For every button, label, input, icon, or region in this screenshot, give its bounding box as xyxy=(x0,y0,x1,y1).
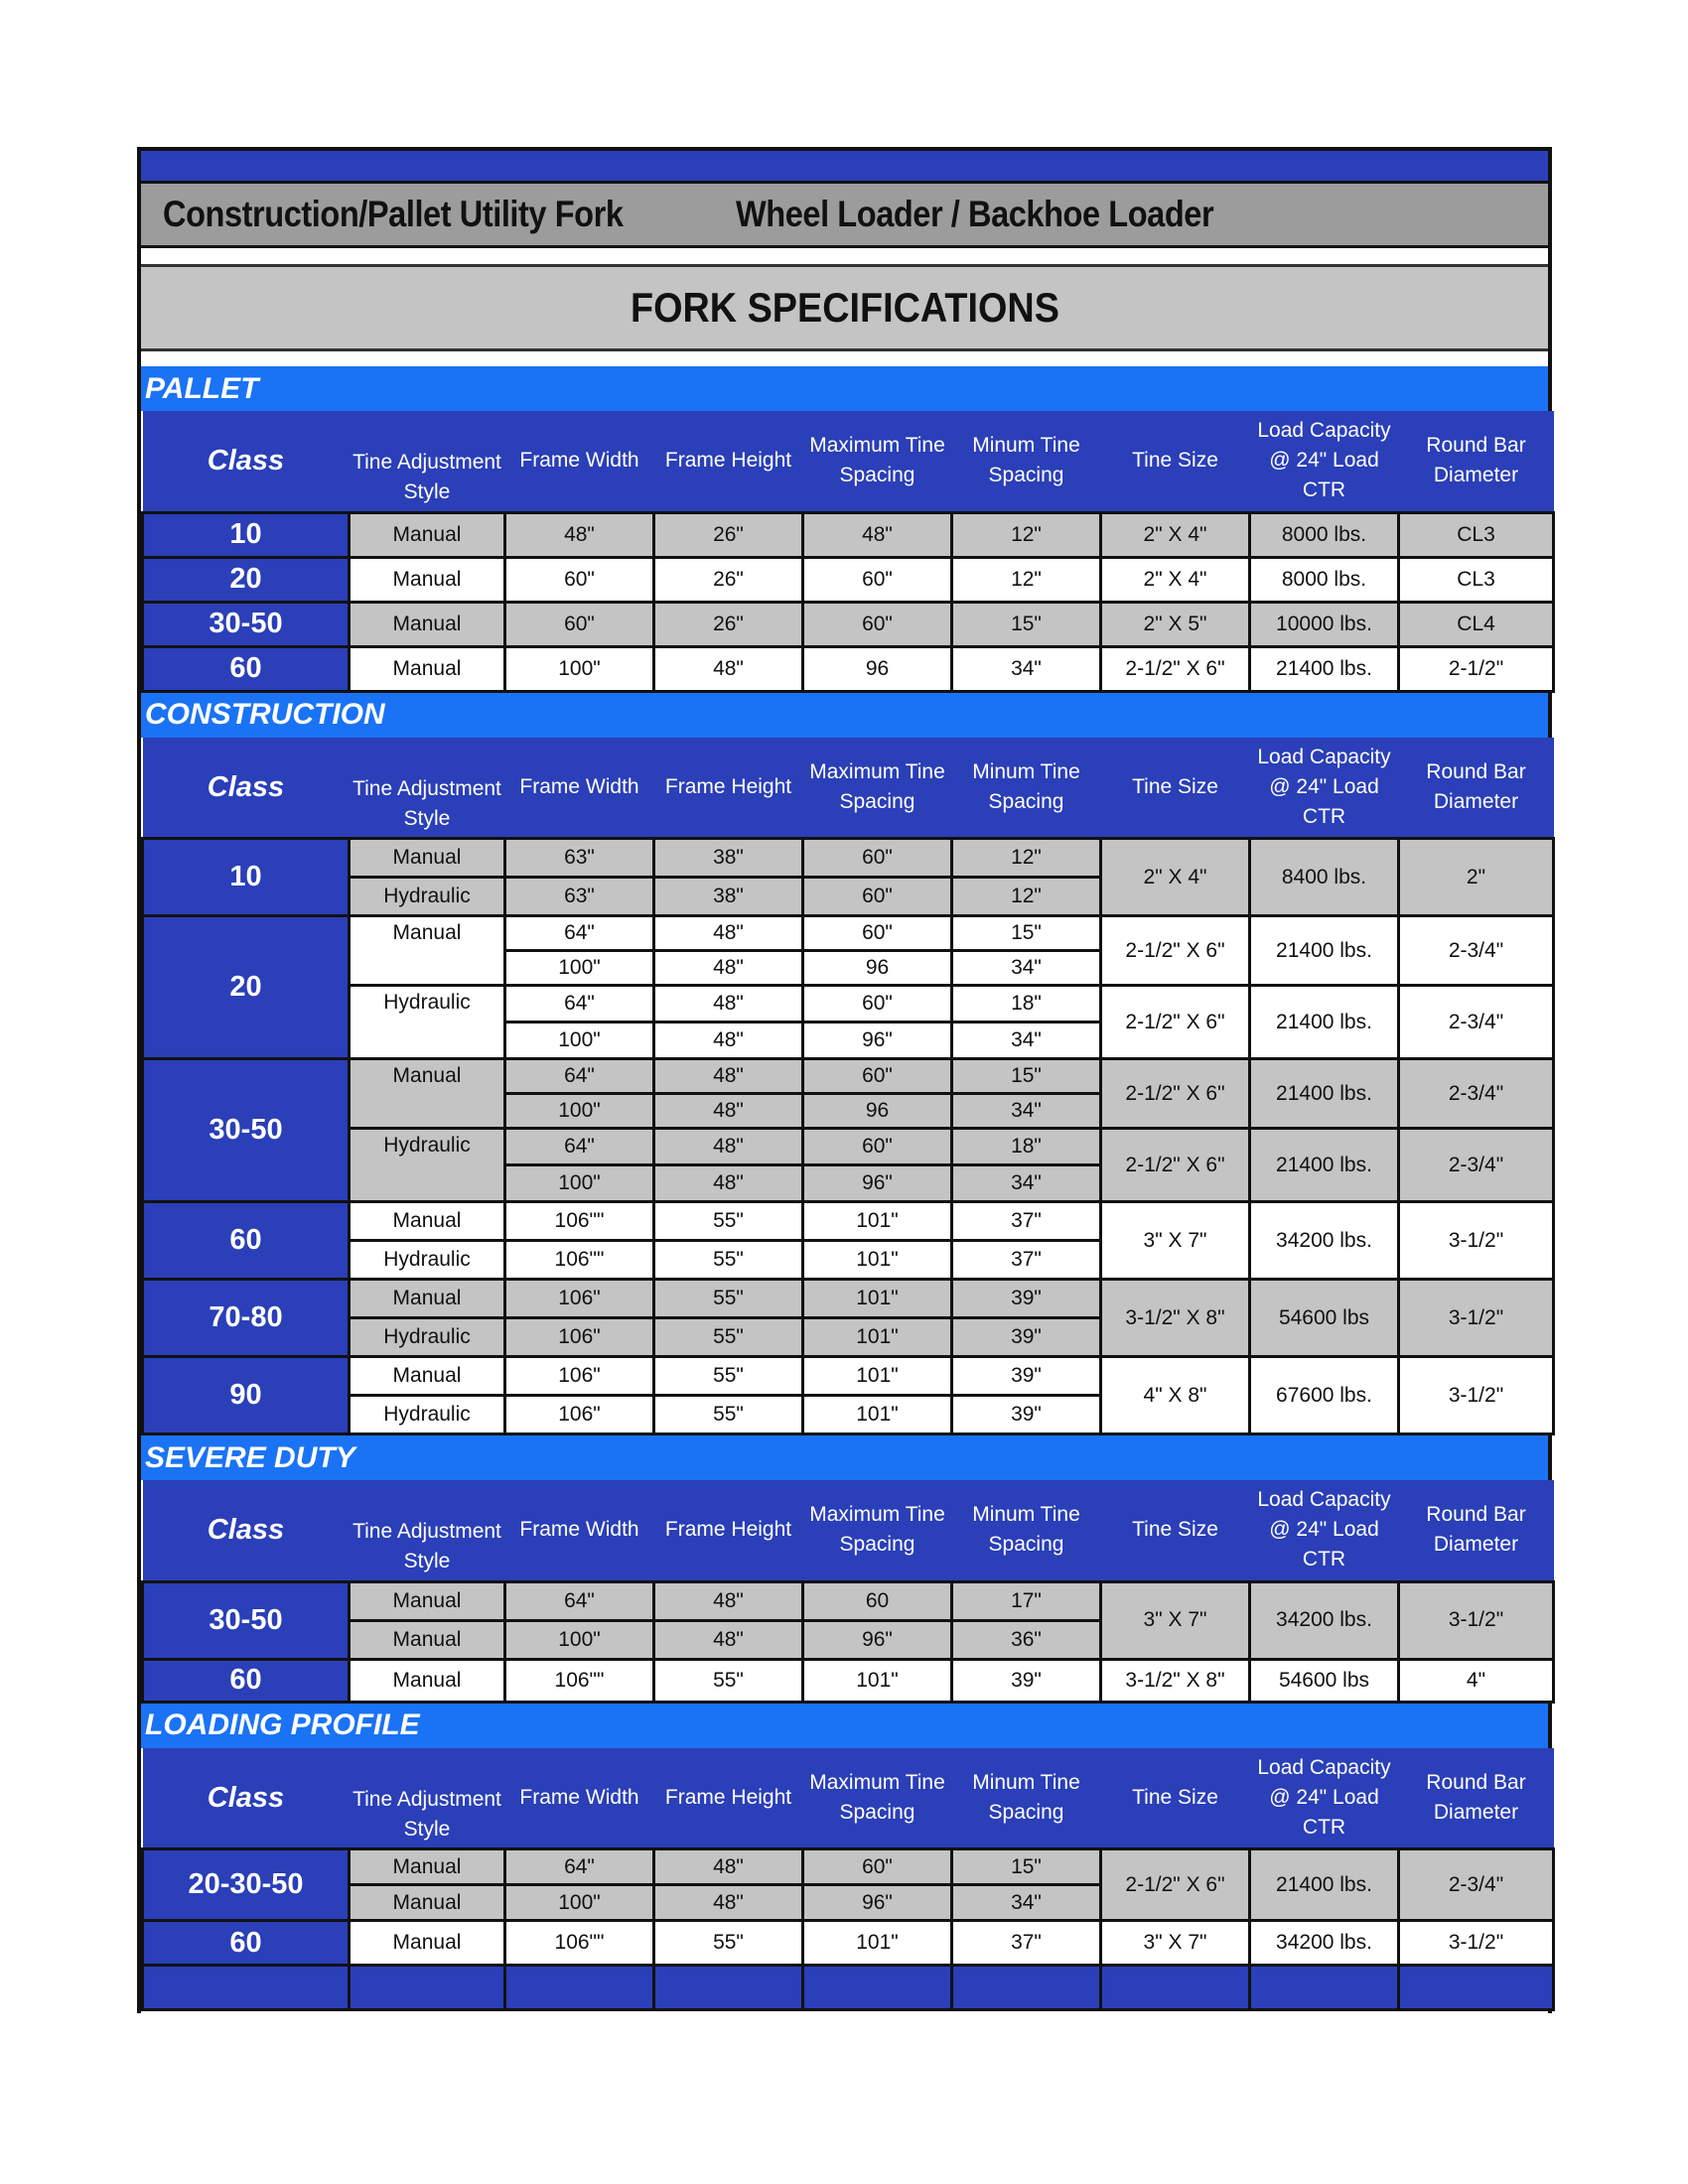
col-header-load-capacity: Load Capacity @ 24" Load CTR xyxy=(1250,411,1399,512)
min-spacing-cell: 12" xyxy=(952,878,1101,916)
frame-height-cell: 48" xyxy=(654,1023,803,1059)
min-spacing-cell: 17" xyxy=(952,1581,1101,1620)
frame-height-cell: 55" xyxy=(654,1280,803,1318)
frame-width-cell: 60" xyxy=(505,602,654,646)
min-spacing-cell: 36" xyxy=(952,1620,1101,1659)
col-header-round-bar: Round Bar Diameter xyxy=(1399,1480,1554,1581)
table-row xyxy=(143,512,1554,557)
frame-height-cell: 55" xyxy=(654,1241,803,1280)
max-spacing-cell: 96 xyxy=(803,1094,952,1129)
max-spacing-cell: 60" xyxy=(803,1849,952,1885)
min-spacing-cell: 34" xyxy=(952,1165,1101,1202)
col-header-frame-width: Frame Width xyxy=(505,1748,654,1849)
style-cell: Manual xyxy=(350,557,505,602)
tine-size-cell: 2-1/2" X 6" xyxy=(1101,1849,1250,1921)
col-header-min-spacing: Minum Tine Spacing xyxy=(952,1748,1101,1849)
frame-height-cell: 48" xyxy=(654,1849,803,1885)
max-spacing-cell: 60" xyxy=(803,878,952,916)
section-title-pallet: PALLET xyxy=(141,366,1548,411)
tine-size-cell: 2-1/2" X 6" xyxy=(1101,986,1250,1059)
footer-cell xyxy=(1250,1966,1399,2010)
frame-width-cell: 64" xyxy=(505,1059,654,1094)
tine-size-cell: 3" X 7" xyxy=(1101,1202,1250,1280)
style-cell: Manual xyxy=(350,512,505,557)
class-cell: 70-80 xyxy=(143,1280,350,1357)
min-spacing-cell: 39" xyxy=(952,1318,1101,1357)
col-header-style: Tine Adjustment Style xyxy=(350,1748,505,1849)
min-spacing-cell: 34" xyxy=(952,951,1101,986)
round-bar-cell: CL4 xyxy=(1399,602,1554,646)
table-row xyxy=(143,1280,1554,1318)
construction-table xyxy=(141,738,1555,1436)
load-capacity-cell: 8000 lbs. xyxy=(1250,512,1399,557)
frame-height-cell: 26" xyxy=(654,512,803,557)
footer-bar-row xyxy=(143,1966,1554,2010)
round-bar-cell: 3-1/2" xyxy=(1399,1921,1554,1966)
frame-height-cell: 55" xyxy=(654,1921,803,1966)
min-spacing-cell: 34" xyxy=(952,1885,1101,1921)
col-header-class: Class xyxy=(143,1480,350,1581)
min-spacing-cell: 15" xyxy=(952,602,1101,646)
col-header-class: Class xyxy=(143,411,350,512)
style-cell: Manual xyxy=(350,602,505,646)
col-header-tine-size: Tine Size xyxy=(1101,738,1250,839)
min-spacing-cell: 34" xyxy=(952,646,1101,691)
table-row xyxy=(143,839,1554,878)
col-header-max-spacing: Maximum Tine Spacing xyxy=(803,738,952,839)
max-spacing-cell: 101" xyxy=(803,1202,952,1241)
table-row xyxy=(143,916,1554,951)
frame-width-cell: 100" xyxy=(505,1094,654,1129)
table-row xyxy=(143,602,1554,646)
round-bar-cell: CL3 xyxy=(1399,557,1554,602)
load-capacity-cell: 21400 lbs. xyxy=(1250,986,1399,1059)
round-bar-cell: 2-3/4" xyxy=(1399,916,1554,986)
load-capacity-cell: 34200 lbs. xyxy=(1250,1921,1399,1966)
col-header-tine-size: Tine Size xyxy=(1101,1480,1250,1581)
col-header-frame-width: Frame Width xyxy=(505,411,654,512)
col-header-load-capacity: Load Capacity @ 24" Load CTR xyxy=(1250,738,1399,839)
load-capacity-cell: 67600 lbs. xyxy=(1250,1357,1399,1434)
col-header-tine-size: Tine Size xyxy=(1101,1748,1250,1849)
table-row xyxy=(143,1059,1554,1094)
class-cell: 20 xyxy=(143,557,350,602)
footer-cell xyxy=(952,1966,1101,2010)
tine-size-cell: 2-1/2" X 6" xyxy=(1101,916,1250,986)
class-cell: 20 xyxy=(143,916,350,1059)
frame-width-cell: 48" xyxy=(505,512,654,557)
frame-width-cell: 100" xyxy=(505,1023,654,1059)
max-spacing-cell: 60" xyxy=(803,986,952,1023)
round-bar-cell: 3-1/2" xyxy=(1399,1280,1554,1357)
round-bar-cell: 2-3/4" xyxy=(1399,1849,1554,1921)
max-spacing-cell: 60" xyxy=(803,839,952,878)
style-cell: Manual xyxy=(350,1659,505,1702)
col-header-round-bar: Round Bar Diameter xyxy=(1399,1748,1554,1849)
round-bar-cell: 4" xyxy=(1399,1659,1554,1702)
frame-width-cell: 64" xyxy=(505,1129,654,1165)
table-row xyxy=(143,646,1554,691)
load-capacity-cell: 54600 lbs xyxy=(1250,1659,1399,1702)
tine-size-cell: 2-1/2" X 6" xyxy=(1101,646,1250,691)
tine-size-cell: 2-1/2" X 6" xyxy=(1101,1129,1250,1202)
load-capacity-cell: 10000 lbs. xyxy=(1250,602,1399,646)
max-spacing-cell: 60" xyxy=(803,1059,952,1094)
tine-size-cell: 2-1/2" X 6" xyxy=(1101,1059,1250,1129)
col-header-min-spacing: Minum Tine Spacing xyxy=(952,1480,1101,1581)
min-spacing-cell: 12" xyxy=(952,557,1101,602)
col-header-frame-height: Frame Height xyxy=(654,1480,803,1581)
frame-width-cell: 100" xyxy=(505,1885,654,1921)
page-title: FORK SPECIFICATIONS xyxy=(630,284,1059,331)
min-spacing-cell: 12" xyxy=(952,512,1101,557)
style-cell: Hydraulic xyxy=(350,986,505,1059)
col-header-style: Tine Adjustment Style xyxy=(350,1480,505,1581)
style-cell: Manual xyxy=(350,1059,505,1129)
frame-height-cell: 48" xyxy=(654,986,803,1023)
style-cell: Manual xyxy=(350,839,505,878)
min-spacing-cell: 39" xyxy=(952,1357,1101,1396)
frame-height-cell: 55" xyxy=(654,1659,803,1702)
frame-width-cell: 64" xyxy=(505,916,654,951)
frame-height-cell: 55" xyxy=(654,1357,803,1396)
min-spacing-cell: 37" xyxy=(952,1241,1101,1280)
col-header-load-capacity: Load Capacity @ 24" Load CTR xyxy=(1250,1748,1399,1849)
tine-size-cell: 2" X 4" xyxy=(1101,512,1250,557)
load-capacity-cell: 54600 lbs xyxy=(1250,1280,1399,1357)
style-cell: Hydraulic xyxy=(350,1318,505,1357)
style-cell: Manual xyxy=(350,1849,505,1885)
min-spacing-cell: 37" xyxy=(952,1921,1101,1966)
max-spacing-cell: 101" xyxy=(803,1241,952,1280)
style-cell: Manual xyxy=(350,1921,505,1966)
class-cell: 60 xyxy=(143,646,350,691)
table-row xyxy=(143,1202,1554,1241)
main-title-bar xyxy=(141,264,1548,351)
table-row xyxy=(143,986,1554,1023)
round-bar-cell: 3-1/2" xyxy=(1399,1357,1554,1434)
load-capacity-cell: 34200 lbs. xyxy=(1250,1581,1399,1659)
max-spacing-cell: 96 xyxy=(803,646,952,691)
frame-width-cell: 100" xyxy=(505,951,654,986)
frame-width-cell: 100" xyxy=(505,646,654,691)
col-header-frame-width: Frame Width xyxy=(505,738,654,839)
column-header-row xyxy=(143,738,1554,839)
footer-cell xyxy=(1101,1966,1250,2010)
min-spacing-cell: 12" xyxy=(952,839,1101,878)
load-capacity-cell: 21400 lbs. xyxy=(1250,1059,1399,1129)
frame-width-cell: 106" xyxy=(505,1318,654,1357)
table-row xyxy=(143,1921,1554,1966)
style-cell: Hydraulic xyxy=(350,1129,505,1202)
frame-height-cell: 48" xyxy=(654,1885,803,1921)
tine-size-cell: 3" X 7" xyxy=(1101,1921,1250,1966)
min-spacing-cell: 37" xyxy=(952,1202,1101,1241)
tine-size-cell: 3-1/2" X 8" xyxy=(1101,1659,1250,1702)
max-spacing-cell: 60" xyxy=(803,1129,952,1165)
col-header-frame-height: Frame Height xyxy=(654,738,803,839)
style-cell: Hydraulic xyxy=(350,1396,505,1434)
frame-width-cell: 63" xyxy=(505,839,654,878)
header-bar xyxy=(141,184,1548,248)
max-spacing-cell: 96" xyxy=(803,1023,952,1059)
load-capacity-cell: 21400 lbs. xyxy=(1250,646,1399,691)
col-header-max-spacing: Maximum Tine Spacing xyxy=(803,1480,952,1581)
footer-cell xyxy=(803,1966,952,2010)
max-spacing-cell: 101" xyxy=(803,1396,952,1434)
col-header-round-bar: Round Bar Diameter xyxy=(1399,411,1554,512)
tine-size-cell: 2" X 4" xyxy=(1101,839,1250,916)
severe-duty-table xyxy=(141,1480,1555,1704)
column-header-row xyxy=(143,1480,1554,1581)
col-header-frame-height: Frame Height xyxy=(654,1748,803,1849)
min-spacing-cell: 15" xyxy=(952,1059,1101,1094)
section-title-loading-profile: LOADING PROFILE xyxy=(141,1704,1548,1748)
col-header-min-spacing: Minum Tine Spacing xyxy=(952,411,1101,512)
round-bar-cell: 2-1/2" xyxy=(1399,646,1554,691)
table-row xyxy=(143,1659,1554,1702)
frame-height-cell: 48" xyxy=(654,646,803,691)
product-title: Construction/Pallet Utility Fork xyxy=(163,194,624,234)
load-capacity-cell: 21400 lbs. xyxy=(1250,1849,1399,1921)
max-spacing-cell: 96" xyxy=(803,1885,952,1921)
min-spacing-cell: 15" xyxy=(952,916,1101,951)
min-spacing-cell: 34" xyxy=(952,1023,1101,1059)
style-cell: Hydraulic xyxy=(350,878,505,916)
load-capacity-cell: 8400 lbs. xyxy=(1250,839,1399,916)
col-header-style: Tine Adjustment Style xyxy=(350,411,505,512)
col-header-frame-height: Frame Height xyxy=(654,411,803,512)
max-spacing-cell: 60" xyxy=(803,557,952,602)
tine-size-cell: 4" X 8" xyxy=(1101,1357,1250,1434)
style-cell: Manual xyxy=(350,1885,505,1921)
class-cell: 20-30-50 xyxy=(143,1849,350,1921)
class-cell: 60 xyxy=(143,1202,350,1280)
tine-size-cell: 3-1/2" X 8" xyxy=(1101,1280,1250,1357)
class-cell: 60 xyxy=(143,1921,350,1966)
min-spacing-cell: 15" xyxy=(952,1849,1101,1885)
style-cell: Manual xyxy=(350,1357,505,1396)
frame-height-cell: 48" xyxy=(654,1059,803,1094)
loading-profile-table xyxy=(141,1748,1555,2012)
frame-height-cell: 26" xyxy=(654,557,803,602)
col-header-max-spacing: Maximum Tine Spacing xyxy=(803,411,952,512)
style-cell: Manual xyxy=(350,1620,505,1659)
style-cell: Manual xyxy=(350,646,505,691)
frame-height-cell: 48" xyxy=(654,951,803,986)
frame-width-cell: 106"" xyxy=(505,1241,654,1280)
load-capacity-cell: 21400 lbs. xyxy=(1250,1129,1399,1202)
min-spacing-cell: 39" xyxy=(952,1280,1101,1318)
pallet-table xyxy=(141,411,1555,693)
max-spacing-cell: 60 xyxy=(803,1581,952,1620)
frame-height-cell: 48" xyxy=(654,1620,803,1659)
footer-cell xyxy=(505,1966,654,2010)
section-title-construction: CONSTRUCTION xyxy=(141,693,1548,738)
class-cell: 30-50 xyxy=(143,1059,350,1202)
spec-sheet xyxy=(137,147,1552,2013)
load-capacity-cell: 21400 lbs. xyxy=(1250,916,1399,986)
table-row xyxy=(143,557,1554,602)
round-bar-cell: 2-3/4" xyxy=(1399,1129,1554,1202)
max-spacing-cell: 96" xyxy=(803,1165,952,1202)
class-cell: 10 xyxy=(143,512,350,557)
round-bar-cell: 3-1/2" xyxy=(1399,1202,1554,1280)
frame-width-cell: 106" xyxy=(505,1280,654,1318)
col-header-frame-width: Frame Width xyxy=(505,1480,654,1581)
style-cell: Manual xyxy=(350,1280,505,1318)
frame-height-cell: 55" xyxy=(654,1318,803,1357)
col-header-round-bar: Round Bar Diameter xyxy=(1399,738,1554,839)
round-bar-cell: 2" xyxy=(1399,839,1554,916)
frame-width-cell: 64" xyxy=(505,1849,654,1885)
max-spacing-cell: 101" xyxy=(803,1357,952,1396)
frame-height-cell: 55" xyxy=(654,1202,803,1241)
frame-width-cell: 100" xyxy=(505,1620,654,1659)
frame-width-cell: 63" xyxy=(505,878,654,916)
class-cell: 30-50 xyxy=(143,1581,350,1659)
frame-width-cell: 106"" xyxy=(505,1202,654,1241)
col-header-max-spacing: Maximum Tine Spacing xyxy=(803,1748,952,1849)
frame-height-cell: 48" xyxy=(654,1165,803,1202)
frame-height-cell: 38" xyxy=(654,878,803,916)
style-cell: Manual xyxy=(350,1202,505,1241)
frame-height-cell: 48" xyxy=(654,1581,803,1620)
frame-height-cell: 38" xyxy=(654,839,803,878)
section-title-severe-duty: SEVERE DUTY xyxy=(141,1435,1548,1480)
max-spacing-cell: 101" xyxy=(803,1280,952,1318)
round-bar-cell: 2-3/4" xyxy=(1399,986,1554,1059)
max-spacing-cell: 60" xyxy=(803,916,952,951)
col-header-tine-size: Tine Size xyxy=(1101,411,1250,512)
frame-width-cell: 106" xyxy=(505,1357,654,1396)
frame-width-cell: 64" xyxy=(505,1581,654,1620)
frame-height-cell: 26" xyxy=(654,602,803,646)
frame-height-cell: 48" xyxy=(654,1129,803,1165)
col-header-style: Tine Adjustment Style xyxy=(350,738,505,839)
load-capacity-cell: 8000 lbs. xyxy=(1250,557,1399,602)
class-cell: 60 xyxy=(143,1659,350,1702)
frame-width-cell: 106" xyxy=(505,1396,654,1434)
class-cell: 30-50 xyxy=(143,602,350,646)
max-spacing-cell: 101" xyxy=(803,1318,952,1357)
round-bar-cell: CL3 xyxy=(1399,512,1554,557)
table-row xyxy=(143,1581,1554,1620)
table-row xyxy=(143,1129,1554,1165)
footer-cell xyxy=(1399,1966,1554,2010)
tine-size-cell: 2" X 4" xyxy=(1101,557,1250,602)
frame-height-cell: 48" xyxy=(654,1094,803,1129)
frame-width-cell: 100" xyxy=(505,1165,654,1202)
footer-cell xyxy=(350,1966,505,2010)
class-cell: 90 xyxy=(143,1357,350,1434)
max-spacing-cell: 60" xyxy=(803,602,952,646)
frame-height-cell: 48" xyxy=(654,916,803,951)
min-spacing-cell: 39" xyxy=(952,1396,1101,1434)
table-row xyxy=(143,1357,1554,1396)
round-bar-cell: 3-1/2" xyxy=(1399,1581,1554,1659)
col-header-min-spacing: Minum Tine Spacing xyxy=(952,738,1101,839)
style-cell: Manual xyxy=(350,1581,505,1620)
load-capacity-cell: 34200 lbs. xyxy=(1250,1202,1399,1280)
style-cell: Hydraulic xyxy=(350,1241,505,1280)
min-spacing-cell: 18" xyxy=(952,1129,1101,1165)
col-header-class: Class xyxy=(143,738,350,839)
column-header-row xyxy=(143,411,1554,512)
max-spacing-cell: 101" xyxy=(803,1921,952,1966)
equipment-title: Wheel Loader / Backhoe Loader xyxy=(735,194,1213,234)
max-spacing-cell: 101" xyxy=(803,1659,952,1702)
top-color-bar xyxy=(141,151,1548,184)
frame-width-cell: 106"" xyxy=(505,1921,654,1966)
footer-cell xyxy=(654,1966,803,2010)
col-header-load-capacity: Load Capacity @ 24" Load CTR xyxy=(1250,1480,1399,1581)
tine-size-cell: 2" X 5" xyxy=(1101,602,1250,646)
column-header-row xyxy=(143,1748,1554,1849)
round-bar-cell: 2-3/4" xyxy=(1399,1059,1554,1129)
max-spacing-cell: 48" xyxy=(803,512,952,557)
frame-width-cell: 60" xyxy=(505,557,654,602)
frame-height-cell: 55" xyxy=(654,1396,803,1434)
style-cell: Manual xyxy=(350,916,505,986)
footer-cell xyxy=(143,1966,350,2010)
min-spacing-cell: 18" xyxy=(952,986,1101,1023)
tine-size-cell: 3" X 7" xyxy=(1101,1581,1250,1659)
frame-width-cell: 64" xyxy=(505,986,654,1023)
table-row xyxy=(143,1849,1554,1885)
min-spacing-cell: 39" xyxy=(952,1659,1101,1702)
min-spacing-cell: 34" xyxy=(952,1094,1101,1129)
col-header-class: Class xyxy=(143,1748,350,1849)
frame-width-cell: 106"" xyxy=(505,1659,654,1702)
max-spacing-cell: 96" xyxy=(803,1620,952,1659)
max-spacing-cell: 96 xyxy=(803,951,952,986)
class-cell: 10 xyxy=(143,839,350,916)
